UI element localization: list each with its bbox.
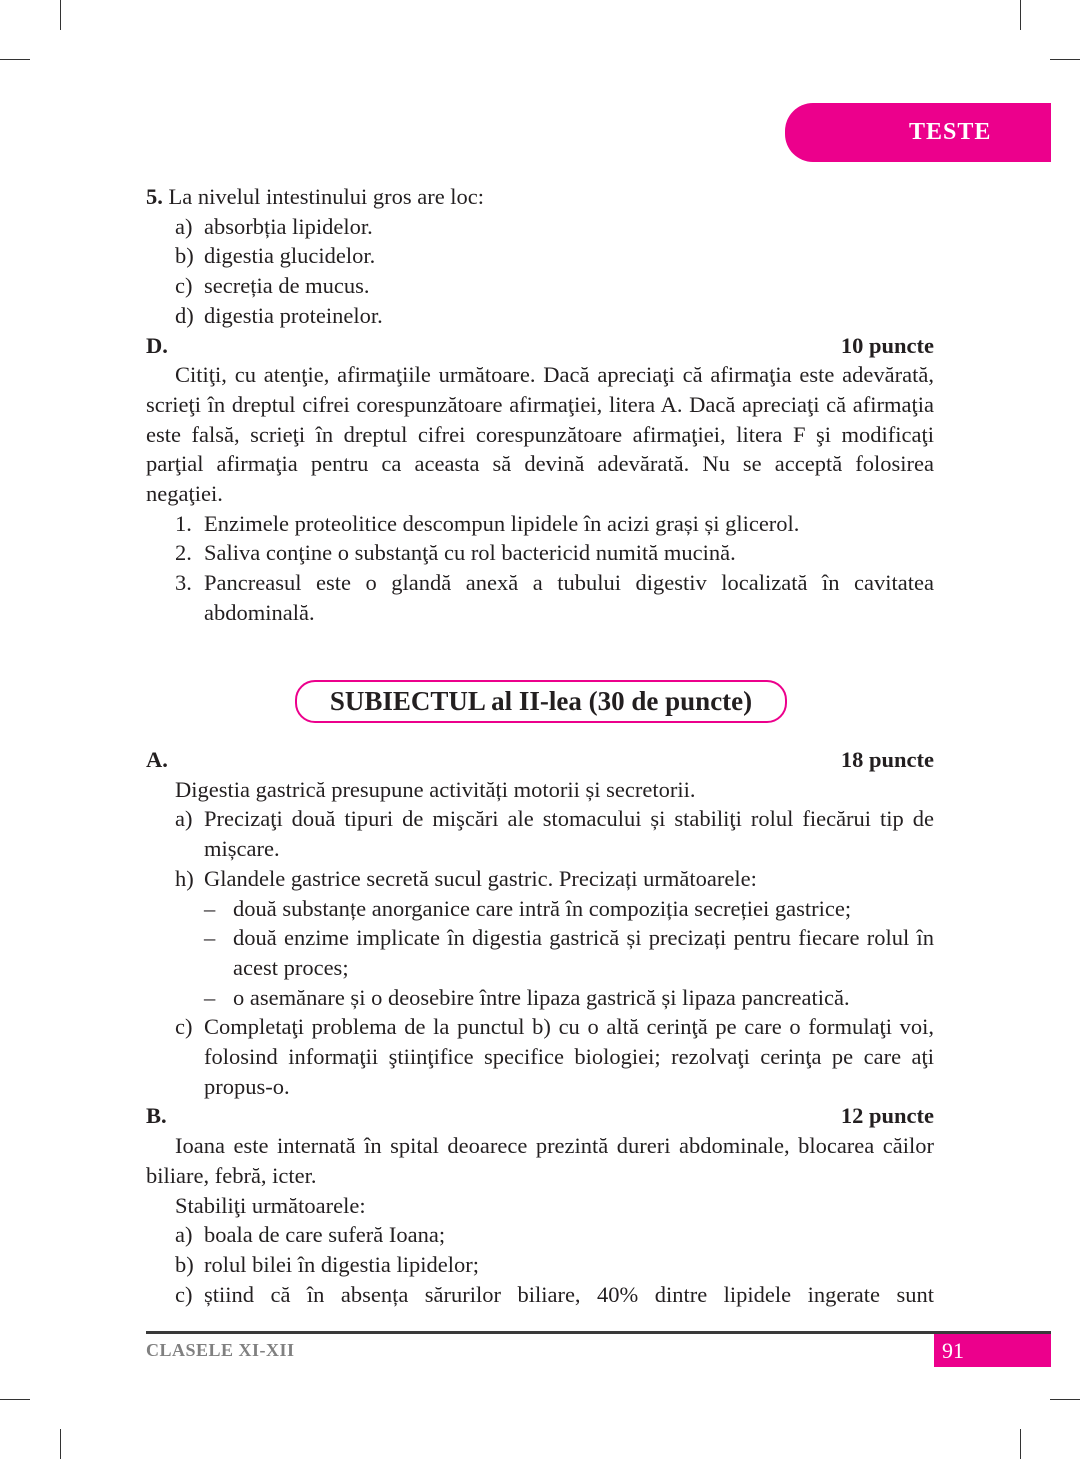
option: b) digestia glucidelor. [175,243,376,269]
crop-mark [1050,1399,1080,1400]
section-b-header: B. 12 puncte [146,1103,934,1129]
option: a) absorbția lipidelor. [175,213,373,239]
part-one [146,182,934,628]
part-two [146,745,934,1309]
task: b) rolul bilei în digestia lipidelor; [175,1251,479,1277]
task: c) știind că în absența sărurilor biliare, 40% dintre lipidele ingerate sunt [175,1281,934,1307]
sub-task: – două enzime implicate în digestia gastrică și precizați pentru fiecare rolul în acest proces; [204,925,934,980]
sub-task: – două substanțe anorganice care intră în compoziția secreției gastrice; [204,895,852,921]
section-tab [785,103,1051,162]
crop-mark [60,1429,61,1459]
task: c) Completaţi problema de la punctul b) cu o altă cerinţă pe care o formulaţi voi, folosind informaţii ştiinţifice specifice biologiei; rezolvaţi cerinţa pe care aţi propus-o. [175,1014,934,1099]
task: a) boala de care suferă Ioana; [175,1222,446,1248]
section-tab-label: TESTE [909,119,992,145]
statement: 1. Enzimele proteolitice descompun lipidele în acizi grași și glicerol. [175,510,800,536]
sub-task: – o asemănare și o deosebire între lipaza gastrică și lipaza pancreatică. [204,984,850,1010]
crop-mark [1050,59,1080,60]
subject-heading: SUBIECTUL al II-lea (30 de puncte) [295,680,787,723]
task: a) Precizaţi două tipuri de mişcări ale stomacului și stabiliţi rolul fiecărui tip de mișcare. [175,806,934,862]
question-5: 5. La nivelul intestinului gros are loc: [146,184,485,209]
crop-mark [1020,0,1021,30]
statement: 2. Saliva conţine o substanţă cu rol bactericid numită mucină. [175,540,736,566]
footer-rule [146,1331,1051,1334]
section-d-header: D. 10 puncte [146,332,934,358]
section-d-instructions: Citiţi, cu atenţie, afirmaţiile următoare. Dacă apreciaţi că afirmaţia este adevărată, scrieţi în dreptul cifrei corespunzătoare afirmaţiei, litera A. Dacă apreciaţi că afirmaţia este falsă, scrieţi în dreptul cifrei corespunzătoare afirmaţiei, litera F şi modificaţi parţial afirmaţia pentru ca aceasta să devină adevărată. Nu se acceptă folosirea negaţiei. [146,362,934,507]
section-a-intro: Digestia gastrică presupune activități motorii și secretorii. [175,776,696,802]
section-a-header: A. 18 puncte [146,747,934,772]
crop-mark [0,59,30,60]
task: h) Glandele gastrice secretă sucul gastric. Precizați următoarele: [175,865,757,891]
option: d) digestia proteinelor. [175,302,383,328]
section-b-lead: Stabiliţi următoarele: [175,1192,366,1218]
crop-mark [60,0,61,30]
section-b-intro: Ioana este internată în spital deoarece prezintă dureri abdominale, blocarea căilor biliare, febră, icter. [146,1133,934,1188]
crop-mark [1020,1429,1021,1459]
option: c) secreția de mucus. [175,273,370,299]
footer-label: CLASELE XI-XII [146,1340,295,1360]
crop-mark [0,1399,30,1400]
page-number: 91 [934,1334,1051,1367]
statement: 3. Pancreasul este o glandă anexă a tubului digestiv localizată în cavitatea abdominală. [175,570,934,625]
